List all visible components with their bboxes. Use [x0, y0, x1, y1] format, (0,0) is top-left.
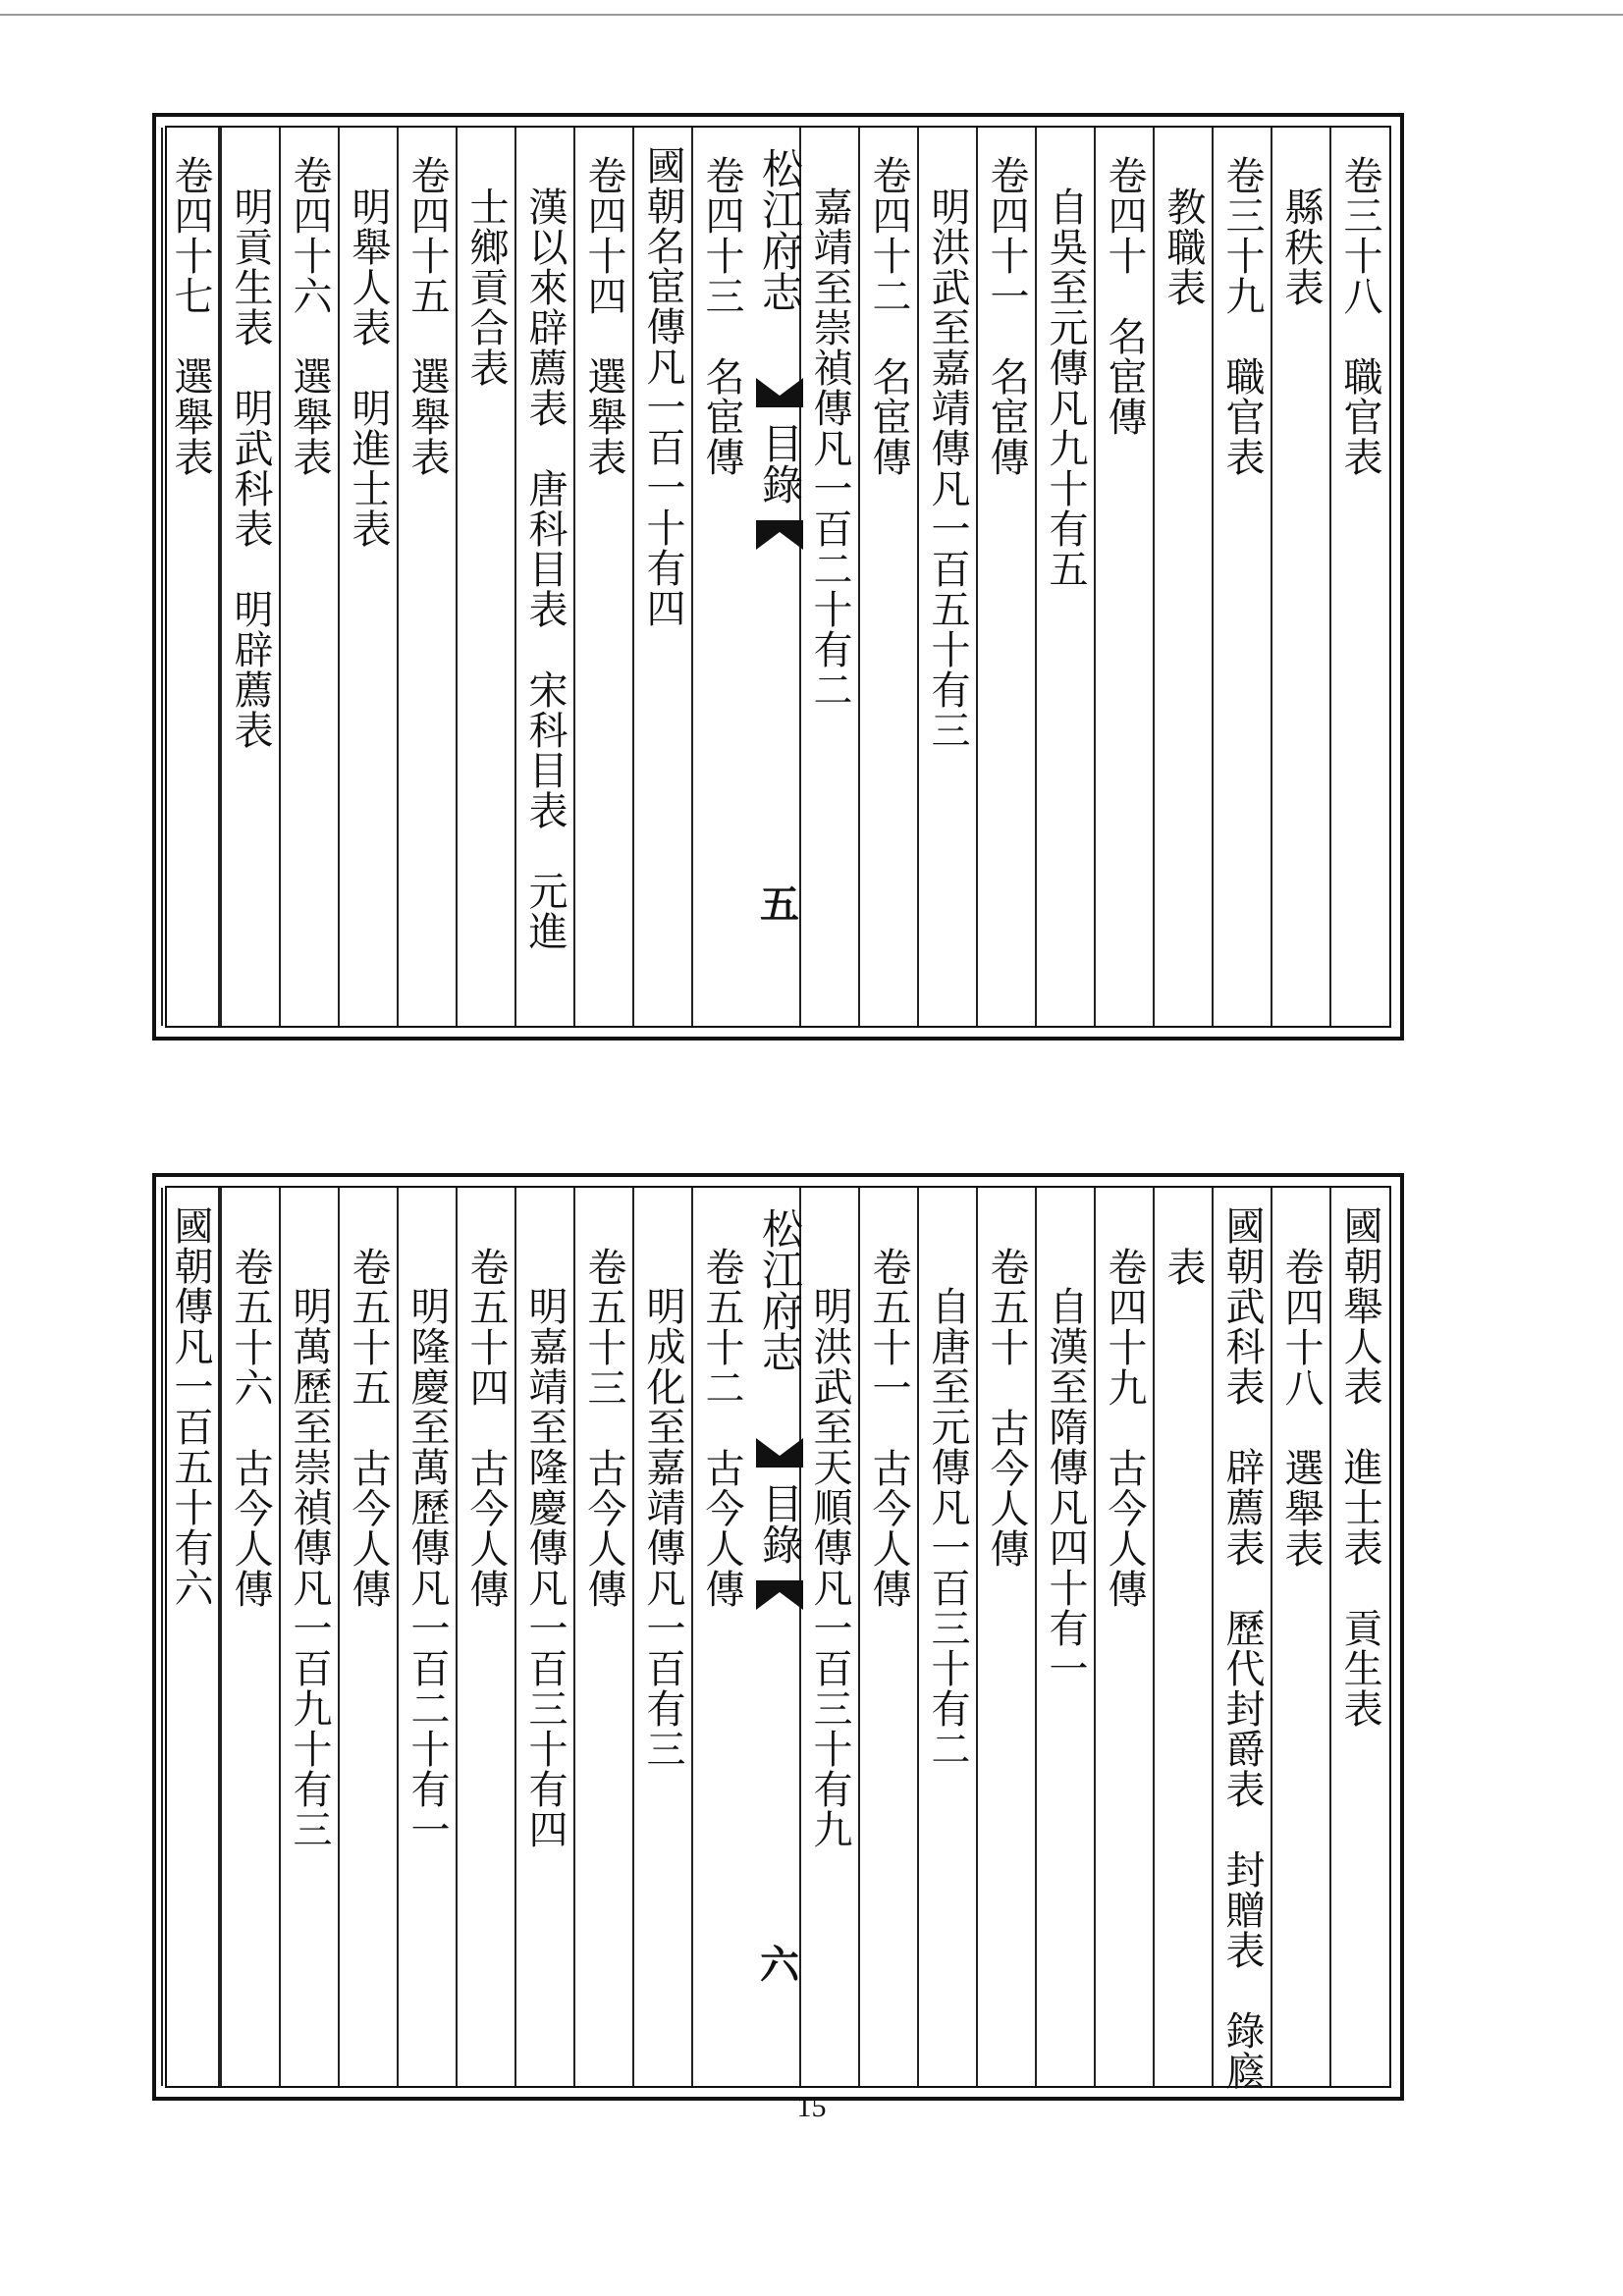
column-15: [456, 128, 514, 1026]
column-5: [1094, 128, 1153, 1026]
column-text: 自唐至元傳凡一百三十有二: [925, 1286, 970, 1769]
column-17: [338, 128, 397, 1026]
column-3: [1212, 128, 1271, 1026]
column-19: [220, 1188, 279, 2086]
column-13: [573, 128, 632, 1026]
fishtail-upper-mark: [756, 1438, 803, 1468]
column-text: 卷四十一 名宦傳: [984, 155, 1029, 477]
column-19: [220, 128, 279, 1026]
column-text: 國朝舉人表 進士表 貢生表: [1337, 1205, 1382, 1729]
column-text: 縣秩表: [1278, 187, 1324, 307]
column-text: 卷四十八 選舉表: [1278, 1247, 1324, 1569]
book-title: 松江府志: [756, 147, 804, 312]
column-8: [917, 128, 976, 1026]
column-8: [917, 1188, 976, 2086]
column-text: 國朝武科表 辟薦表 歷代封爵表 封贈表 錄廕: [1219, 1205, 1265, 2091]
column-14: [514, 128, 573, 1026]
column-9: [858, 1188, 917, 2086]
column-text: 卷四十六 選舉表: [287, 155, 332, 477]
fold-column: [750, 1188, 809, 2086]
scan-top-edge: [0, 14, 1623, 16]
column-text: 卷四十七 選舉表: [168, 155, 213, 477]
column-11: [691, 128, 750, 1026]
column-10: [799, 1188, 858, 2086]
folio-number: 五: [760, 881, 799, 928]
page-frame-lower: [152, 1173, 1404, 2101]
column-text: 明舉人表 明進士表: [346, 187, 391, 549]
column-text: 卷五十五 古今人傳: [346, 1247, 391, 1609]
column-text: 卷五十一 古今人傳: [866, 1247, 911, 1609]
section-title: 目錄: [756, 422, 804, 505]
column-20: [161, 128, 220, 1026]
column-text: 明隆慶至萬歷傳凡一百二十有一: [405, 1286, 450, 1849]
fishtail-lower-mark: [756, 520, 803, 550]
column-text: 卷三十九 職官表: [1219, 155, 1265, 477]
column-4: [1153, 128, 1212, 1026]
column-text: 卷五十三 古今人傳: [581, 1247, 626, 1609]
column-text: 卷五十二 古今人傳: [699, 1247, 744, 1609]
column-text: 卷四十九 古今人傳: [1102, 1247, 1147, 1609]
column-text: 明洪武至嘉靖傳凡一百五十有三: [925, 187, 970, 750]
column-9: [858, 128, 917, 1026]
column-15: [456, 1188, 514, 2086]
fishtail-upper-mark: [756, 378, 803, 407]
column-18: [279, 1188, 338, 2086]
column-16: [397, 128, 456, 1026]
column-10: [799, 128, 858, 1026]
fold-column: [750, 128, 809, 1026]
column-text: 自吳至元傳凡九十有五: [1043, 187, 1088, 589]
column-text: 明嘉靖至隆慶傳凡一百三十有四: [522, 1286, 568, 1849]
column-1: [1329, 1188, 1388, 2086]
column-text: 士鄉貢合表: [463, 187, 509, 388]
column-text: 卷四十二 名宦傳: [866, 155, 911, 477]
column-text: 卷四十三 名宦傳: [699, 155, 744, 477]
column-text: 卷五十 古今人傳: [984, 1247, 1029, 1569]
column-3: [1212, 1188, 1271, 2091]
column-text: 嘉靖至崇禎傳凡一百二十有二: [807, 187, 852, 710]
column-16: [397, 1188, 456, 2086]
page-frame-upper: [152, 113, 1404, 1041]
column-text: 卷四十 名宦傳: [1102, 155, 1147, 437]
column-text: 卷五十四 古今人傳: [463, 1247, 509, 1609]
column-7: [976, 1188, 1035, 2086]
column-13: [573, 1188, 632, 2086]
column-5: [1094, 1188, 1153, 2086]
fishtail-lower-mark: [756, 1580, 803, 1610]
column-text: 表: [1161, 1247, 1206, 1287]
column-12: [632, 1188, 691, 2086]
column-text: 教職表: [1161, 187, 1206, 307]
column-7: [976, 128, 1035, 1026]
column-text: 明萬歷至崇禎傳凡一百九十有三: [287, 1286, 332, 1849]
column-text: 卷三十八 職官表: [1337, 155, 1382, 477]
column-text: 國朝名宦傳凡一百一十有四: [640, 145, 685, 628]
column-text: 漢以來辟薦表 唐科目表 宋科目表 元進: [522, 187, 568, 951]
column-12: [632, 128, 691, 1026]
section-title: 目錄: [756, 1482, 804, 1565]
column-18: [279, 128, 338, 1026]
column-6: [1035, 1188, 1094, 2086]
column-2: [1271, 1188, 1329, 2086]
column-text: 卷四十四 選舉表: [581, 155, 626, 477]
column-20: [161, 1188, 220, 2086]
column-4: [1153, 1188, 1212, 2086]
column-text: 明貢生表 明武科表 明辟薦表: [228, 187, 273, 750]
column-text: 卷四十五 選舉表: [405, 155, 450, 477]
column-17: [338, 1188, 397, 2086]
column-2: [1271, 128, 1329, 1026]
column-text: 自漢至隋傳凡四十有一: [1043, 1286, 1088, 1688]
column-text: 卷五十六 古今人傳: [228, 1247, 273, 1609]
column-14: [514, 1188, 573, 2086]
column-text: 明成化至嘉靖傳凡一百有三: [640, 1286, 685, 1769]
column-6: [1035, 128, 1094, 1026]
column-text: 國朝傳凡一百五十有六: [168, 1205, 213, 1608]
page-number: 15: [796, 2091, 827, 2123]
column-11: [691, 1188, 750, 2086]
column-1: [1329, 128, 1388, 1026]
column-text: 明洪武至天順傳凡一百三十有九: [807, 1286, 852, 1849]
folio-number: 六: [760, 1942, 799, 1988]
book-title: 松江府志: [756, 1207, 804, 1372]
